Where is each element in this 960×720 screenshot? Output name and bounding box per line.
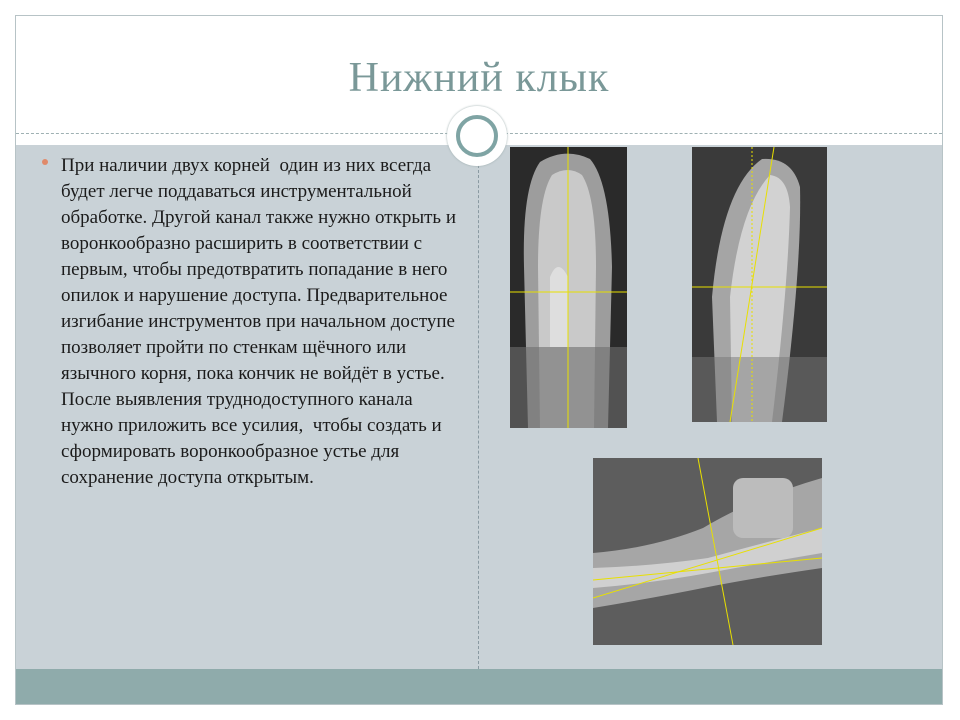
xray-2-drawing <box>692 147 827 422</box>
xray-1-drawing <box>510 147 627 428</box>
bullet-text: При наличии двух корней один из них всегда будет легче поддаваться инструментальной обработке. Другой канал также нужно открыть и воронкообразно расширить в соответствии с первым, чтобы предотвратить попадание в него опилок и нарушение доступа. Предварительное изгибание инструментов при начальном доступе позволяет пройти по стенкам щёчного или язычного корня, пока кончик не войдёт в устье. После выявления труднодоступного канала нужно приложить все усилия, чтобы создать и сформировать воронкообразное устье для сохранение доступа открытым. <box>61 155 461 488</box>
slide-footer-band <box>16 669 942 704</box>
xray-3-drawing <box>593 458 822 645</box>
xray-image-tooth-section-2 <box>692 147 827 422</box>
ring-inner <box>456 115 498 157</box>
xray-image-tooth-section-1 <box>510 147 627 428</box>
bullet-list <box>40 153 460 491</box>
bullet-icon <box>42 159 48 165</box>
xray-image-jaw-section <box>593 458 822 645</box>
slide-title: Нижний клык <box>348 55 610 101</box>
column-divider <box>478 145 479 669</box>
